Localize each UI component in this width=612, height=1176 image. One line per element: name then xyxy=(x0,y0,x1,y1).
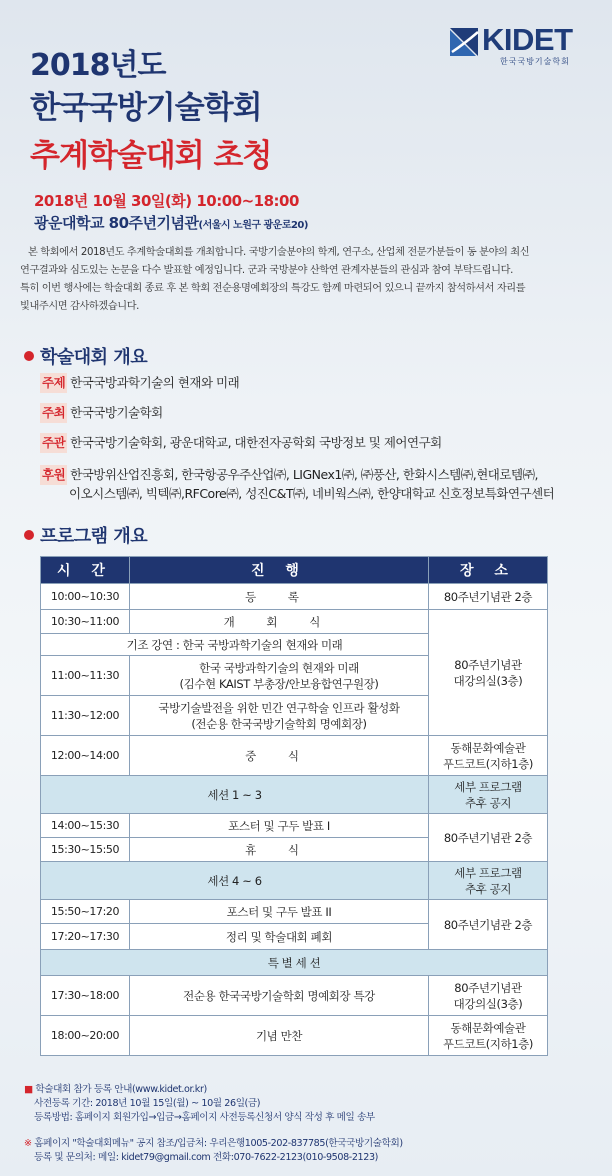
bullet-dot-icon xyxy=(24,351,34,361)
bullet-dot-icon xyxy=(24,530,34,540)
time-cell: 10:00~10:30 xyxy=(41,584,130,610)
table-row xyxy=(41,900,548,924)
registration-notes xyxy=(24,1083,375,1125)
item-cell xyxy=(130,656,429,696)
overview-row-host xyxy=(40,403,163,423)
place-cell: 80주년기념관 2층 xyxy=(429,814,548,862)
place-line: 푸드코트(지하1층) xyxy=(442,756,534,771)
item-cell: 기념 만찬 xyxy=(130,1016,429,1056)
kidet-logo-icon xyxy=(448,26,480,58)
title-org: 한국국방기술학회 xyxy=(30,90,262,126)
special-session-cell: 특 별 세 션 xyxy=(41,950,548,976)
table-row xyxy=(41,584,548,610)
time-cell: 15:50~17:20 xyxy=(41,900,130,924)
time-cell: 17:30~18:00 xyxy=(41,976,130,1016)
logo-name: KIDET xyxy=(482,22,573,57)
time-cell: 17:20~17:30 xyxy=(41,924,130,950)
place-line: 세부 프로그램 xyxy=(454,779,522,794)
event-venue xyxy=(34,212,308,233)
title-invitation: 추계학술대회 초청 xyxy=(30,138,272,174)
time-cell: 18:00~20:00 xyxy=(41,1016,130,1056)
header-time: 시 간 xyxy=(41,557,130,584)
place-cell: 80주년기념관 2층 xyxy=(429,584,548,610)
intro-line: 본 학회에서 2018년도 추계학술대회를 개최합니다. 국방기술분야의 학계, 연구소, 산업체 전문가분들이 동 분야의 최신 xyxy=(28,247,530,258)
place-line: 추후 공지 xyxy=(464,795,512,810)
place-cell: 80주년기념관 2층 xyxy=(429,900,548,950)
overview-text-continued: 이오시스템㈜, 빅텍㈜,RFCore㈜, 성진C&T㈜, 네비웍스㈜, 한양대학교 신호정보특화연구센터 xyxy=(69,486,555,501)
intro-line: 빛내주시면 감사하겠습니다. xyxy=(20,301,139,312)
table-row-session xyxy=(41,862,548,900)
overview-row-sponsor xyxy=(40,465,554,503)
session-cell: 세션 4 ~ 6 xyxy=(41,862,429,900)
overview-label: 후원 xyxy=(40,465,67,485)
table-row xyxy=(41,976,548,1016)
time-cell: 11:30~12:00 xyxy=(41,696,130,736)
time-cell: 12:00~14:00 xyxy=(41,736,130,776)
overview-text: 한국방위산업진흥회, 한국항공우주산업㈜, LIGNex1㈜, ㈜풍산, 한화시스템㈜,현대로템㈜, xyxy=(70,467,539,482)
program-heading-text: 프로그램 개요 xyxy=(40,526,148,547)
intro-paragraph xyxy=(20,244,592,316)
overview-heading xyxy=(24,343,147,369)
program-table xyxy=(40,556,548,1056)
note-text: 홈페이지 "학술대회메뉴" 공지 참조/입금처: 우리은행1005-202-837785(한국국방기술학회) xyxy=(34,1138,403,1149)
table-row xyxy=(41,814,548,838)
note-line: 등록 및 문의처: 메일: kidet79@gmail.com 전화:070-7622-2123(010-9508-2123) xyxy=(34,1152,378,1163)
item-cell: 포스터 및 구두 발표 I xyxy=(130,814,429,838)
item-cell: 휴 식 xyxy=(130,838,429,862)
place-cell xyxy=(429,1016,548,1056)
overview-text: 한국국방기술학회 xyxy=(70,405,163,420)
note-line xyxy=(24,1083,375,1097)
overview-label: 주관 xyxy=(40,433,67,453)
note-line xyxy=(24,1137,403,1151)
note-line: 등록방법: 홈페이지 회원가입→입금→홈페이지 사전등록신청서 양식 작성 후 메일 송부 xyxy=(34,1112,375,1123)
square-bullet-icon: ■ xyxy=(24,1084,36,1095)
place-cell xyxy=(429,610,548,736)
overview-heading-text: 학술대회 개요 xyxy=(40,347,148,368)
kidet-logo xyxy=(448,24,593,69)
item-cell: 정리 및 학술대회 폐회 xyxy=(130,924,429,950)
table-row-session xyxy=(41,776,548,814)
time-cell: 10:30~11:00 xyxy=(41,610,130,634)
note-text: 학술대회 참가 등록 안내(www.kidet.or.kr) xyxy=(35,1084,207,1095)
place-line: 동해문화예술관 xyxy=(450,1020,526,1035)
item-cell: 중 식 xyxy=(130,736,429,776)
program-heading xyxy=(24,522,147,548)
keynote-cell: 기조 강연 : 한국 국방과학기술의 현재와 미래 xyxy=(41,634,429,656)
overview-label: 주최 xyxy=(40,403,67,423)
venue-name: 광운대학교 80주년기념관 xyxy=(34,214,199,232)
place-cell xyxy=(429,776,548,814)
place-cell xyxy=(429,736,548,776)
overview-text: 한국국방과학기술의 현재와 미래 xyxy=(70,375,240,390)
place-cell xyxy=(429,862,548,900)
place-line: 대강의실(3층) xyxy=(453,673,523,688)
place-line: 대강의실(3층) xyxy=(453,996,523,1011)
place-line: 푸드코트(지하1층) xyxy=(442,1036,534,1051)
item-cell xyxy=(130,696,429,736)
table-row-special xyxy=(41,950,548,976)
header-item: 진 행 xyxy=(130,557,429,584)
time-cell: 15:30~15:50 xyxy=(41,838,130,862)
overview-row-theme xyxy=(40,373,239,393)
venue-address: (서울시 노원구 광운로20) xyxy=(198,220,308,231)
place-line: 80주년기념관 xyxy=(454,980,522,995)
asterisk-icon: ※ xyxy=(24,1138,35,1149)
overview-text: 한국국방기술학회, 광운대학교, 대한전자공학회 국방정보 및 제어연구회 xyxy=(70,435,442,450)
item-cell: 포스터 및 구두 발표 II xyxy=(130,900,429,924)
place-cell xyxy=(429,976,548,1016)
overview-label: 주제 xyxy=(40,373,67,393)
place-line: 세부 프로그램 xyxy=(454,865,522,880)
table-row xyxy=(41,610,548,634)
note-line: 사전등록 기간: 2018년 10월 15일(월) ~ 10월 26일(금) xyxy=(34,1098,261,1109)
item-line: 국방기술발전을 위한 민간 연구학술 인프라 활성화 xyxy=(158,700,400,715)
table-row xyxy=(41,736,548,776)
intro-line: 특히 이번 행사에는 학술대회 종료 후 본 학회 전순용명예회장의 특강도 함께 마련되어 있으니 끝까지 참석하셔서 자리를 xyxy=(20,283,526,294)
place-line: 80주년기념관 xyxy=(454,657,522,672)
place-line: 추후 공지 xyxy=(464,881,512,896)
item-line: (전순용 한국국방기술학회 명예회장) xyxy=(191,716,367,731)
table-row xyxy=(41,1016,548,1056)
time-cell: 14:00~15:30 xyxy=(41,814,130,838)
event-date: 2018년 10월 30일(화) 10:00~18:00 xyxy=(34,192,299,210)
item-line: (김수현 KAIST 부총장/안보융합연구원장) xyxy=(179,676,379,691)
session-cell: 세션 1 ~ 3 xyxy=(41,776,429,814)
title-year: 2018년도 xyxy=(30,48,166,83)
table-header-row xyxy=(41,557,548,584)
contact-notes xyxy=(24,1137,403,1165)
overview-row-organizer xyxy=(40,433,442,453)
place-line: 동해문화예술관 xyxy=(450,740,526,755)
item-line: 한국 국방과학기술의 현재와 미래 xyxy=(199,660,359,675)
header-place: 장 소 xyxy=(429,557,548,584)
item-cell: 등 록 xyxy=(130,584,429,610)
time-cell: 11:00~11:30 xyxy=(41,656,130,696)
item-cell: 전순용 한국국방기술학회 명예회장 특강 xyxy=(130,976,429,1016)
item-cell: 개 회 식 xyxy=(130,610,429,634)
intro-line: 연구결과와 심도있는 논문을 다수 발표할 예정입니다. 군과 국방분야 산학연 관계자분들의 관심과 참여 부탁드립니다. xyxy=(20,265,513,276)
logo-subtitle: 한국국방기술학회 xyxy=(500,57,570,66)
